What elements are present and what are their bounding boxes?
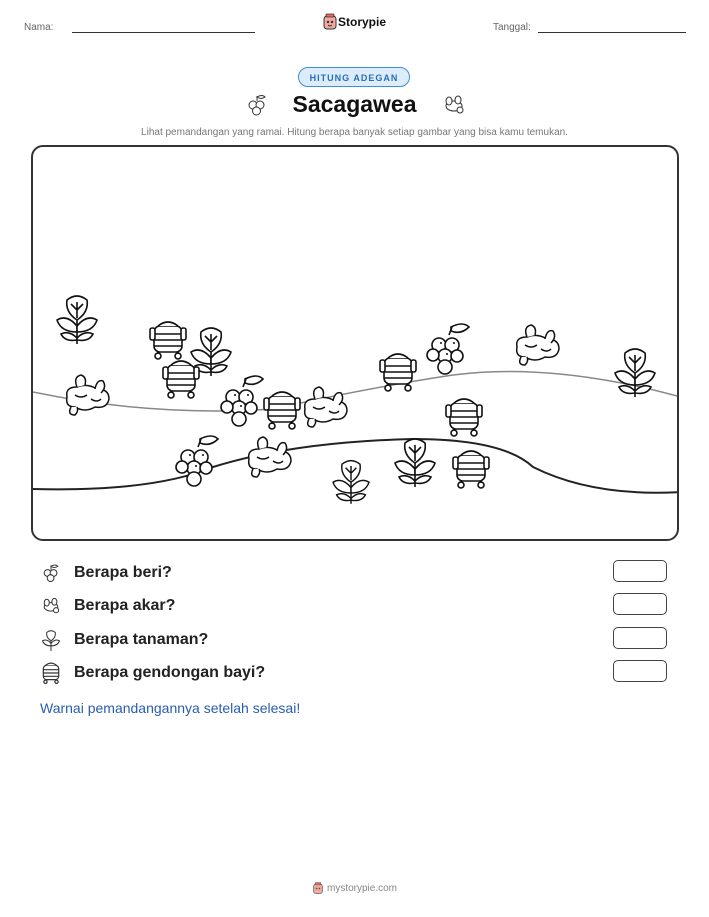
name-line[interactable] [72, 32, 255, 33]
date-label: Tanggal: [493, 22, 531, 33]
baby-carrier-drawing [446, 399, 482, 436]
plant-drawing [395, 439, 435, 487]
baby-carrier-icon [40, 662, 62, 684]
baby-carrier-drawing [380, 354, 416, 391]
root-drawing [517, 325, 559, 365]
question-row-carriers [40, 662, 680, 686]
scene-drawing [33, 147, 679, 541]
root-drawing [249, 437, 291, 477]
counting-scene [31, 145, 679, 541]
footer [0, 882, 709, 895]
berry-drawing [427, 324, 469, 374]
storypie-logo-icon [322, 13, 338, 31]
question-row-plants [40, 629, 680, 653]
berry-drawing [221, 376, 263, 426]
root-drawing [305, 387, 347, 427]
root-icon [40, 595, 62, 617]
plant-drawing [57, 296, 97, 344]
page-title: Sacagawea [292, 91, 417, 117]
berry-icon [40, 562, 62, 584]
question-row-roots [40, 595, 680, 619]
instructions: Lihat pemandangan yang ramai. Hitung berapa banyak setiap gambar yang bisa kamu temukan. [141, 127, 568, 138]
answer-box[interactable] [613, 560, 667, 582]
brand-logo [322, 13, 392, 33]
baby-carrier-drawing [264, 392, 300, 429]
answer-box[interactable] [613, 627, 667, 649]
brand-name: Storypie [338, 15, 387, 29]
question-row-berries [40, 562, 680, 586]
question-text: Berapa beri? [74, 564, 172, 581]
answer-box[interactable] [613, 593, 667, 615]
question-text: Berapa tanaman? [74, 631, 209, 648]
background-hill-line [33, 371, 679, 410]
baby-carrier-drawing [453, 451, 489, 488]
baby-carrier-drawing [163, 361, 199, 398]
question-text: Berapa gendongan bayi? [74, 664, 266, 681]
plant-drawing [615, 349, 655, 397]
root-drawing [67, 375, 109, 415]
footer-url[interactable]: mystorypie.com [326, 883, 397, 895]
storypie-logo-icon [312, 882, 324, 895]
question-text: Berapa akar? [74, 597, 176, 614]
plant-drawing [333, 461, 369, 504]
coloring-note: Warnai pemandangannya setelah selesai! [40, 700, 301, 716]
name-label: Nama: [24, 22, 54, 33]
activity-badge: HITUNG ADEGAN [298, 67, 410, 87]
answer-box[interactable] [613, 660, 667, 682]
date-line[interactable] [538, 32, 686, 33]
plant-icon [40, 629, 62, 651]
berry-drawing [176, 436, 218, 486]
baby-carrier-drawing [150, 322, 186, 359]
root-icon [441, 92, 467, 118]
